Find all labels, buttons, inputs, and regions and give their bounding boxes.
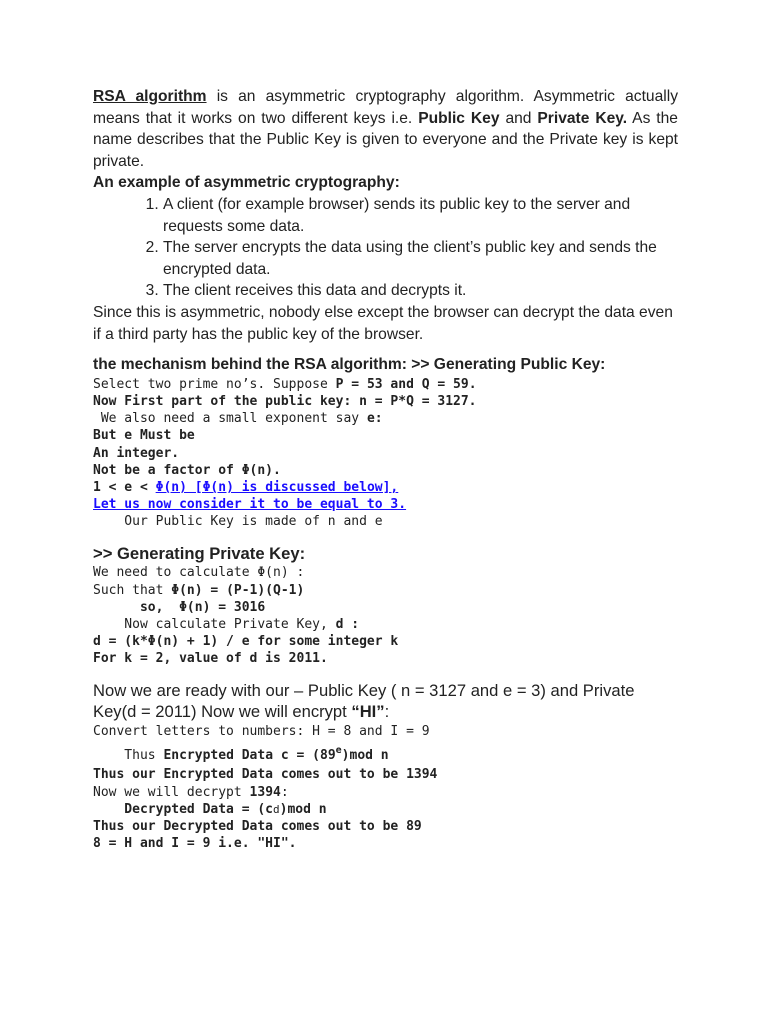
code-line: Thus our Decrypted Data comes out to be 89: [93, 818, 422, 834]
hi-term: “HI”: [351, 702, 385, 722]
code-line: Thus Encrypted Data $c = (89^e)mod$ n: [93, 745, 389, 764]
phi-discussed-link[interactable]: Φ(n) [Φ(n) is discussed below],: [155, 479, 399, 495]
code-line: Such that Φ(n) = (P-1)(Q-1): [93, 582, 305, 598]
code-line: Now we will decrypt 1394:: [93, 784, 289, 800]
code-line: so, Φ(n) = 3016: [93, 599, 266, 615]
list-item: 2. The server encrypts the data using the client’s public key and sends the encrypted data.: [163, 237, 678, 280]
code-line: d = (k*Φ(n) + 1) / e for some integer k: [93, 634, 399, 650]
example-conclusion: Since this is asymmetric, nobody else except the browser can decrypt the data even if a third party has the public key of the browser.: [93, 303, 673, 343]
code-line: An integer.: [93, 445, 180, 461]
intro-text-1: is an asymmetric cryptography algorithm. Asymmetric actually means that it works on two different keys i.e.: [93, 88, 678, 127]
code-line: We need to calculate Φ(n) :: [93, 565, 305, 581]
public-key-code-block: [93, 376, 678, 531]
encrypt-code-block: [93, 723, 678, 852]
code-line: [93, 496, 678, 513]
encrypt-paragraph: Now we are ready with our – Public Key ( n = 3127 and e = 3) and Private Key(d = 2011) Now we will encrypt “HI”:: [93, 680, 635, 722]
intro-text-and: and: [499, 109, 538, 127]
code-line: We also need a small exponent say e:: [93, 411, 383, 427]
intro-text-2: As the name describes that the Public Key is given to everyone and the Private key is kept private.: [93, 109, 678, 170]
list-item: 3. The client receives this data and decrypts it.: [163, 280, 678, 302]
code-line: Our Public Key is made of n and e: [93, 514, 383, 530]
code-line: 8 = H and I = 9 i.e. "HI".: [93, 836, 297, 852]
example-list: [93, 194, 678, 302]
code-line: 1 < e < Φ(n) [Φ(n) is discussed below],: [93, 479, 399, 495]
code-line: Not be a factor of Φ(n).: [93, 462, 281, 478]
list-item: 1. A client (for example browser) sends its public key to the server and requests some data.: [163, 194, 678, 237]
code-line: Decrypted Data = (cd)mod n: [93, 801, 327, 817]
rsa-algorithm-link[interactable]: RSA algorithm: [93, 88, 207, 105]
code-line: Convert letters to numbers: H = 8 and I = 9: [93, 724, 430, 740]
code-line: Now calculate Private Key, d :: [93, 616, 360, 632]
private-key-code-block: [93, 564, 678, 667]
private-key-heading: >> Generating Private Key:: [93, 543, 306, 563]
code-line: Select two prime no’s. Suppose P = 53 and Q = 59.: [93, 376, 477, 392]
code-line: But e Must be: [93, 428, 195, 444]
code-line: For k = 2, value of d is 2011.: [93, 651, 328, 667]
document-page: [93, 86, 678, 852]
code-line: Thus our Encrypted Data comes out to be 1394: [93, 767, 438, 783]
public-key-heading: the mechanism behind the RSA algorithm: >> Generating Public Key:: [93, 356, 606, 374]
example-heading: An example of asymmetric cryptography:: [93, 174, 400, 192]
private-key-term: Private Key.: [537, 109, 628, 127]
code-line: Now First part of the public key: n = P*Q = 3127.: [93, 393, 477, 409]
consider-equal-link[interactable]: Let us now consider it to be equal to 3.: [93, 497, 407, 513]
intro-paragraph: [93, 86, 678, 172]
public-key-term: Public Key: [418, 109, 500, 127]
